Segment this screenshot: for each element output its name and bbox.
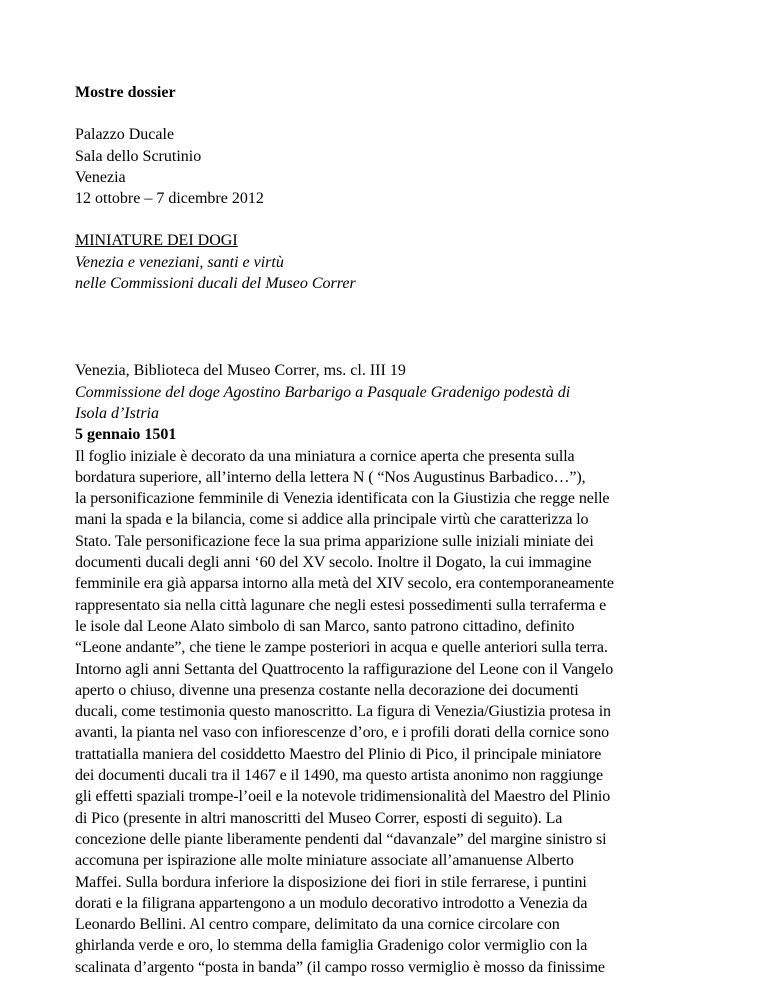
body-line: Stato. Tale personificazione fece la sua prima apparizione sulle iniziali miniate dei <box>75 532 594 550</box>
venue-palace: Palazzo Ducale <box>75 126 175 144</box>
body-line: bordatura superiore, all’interno della lettera N ( “Nos Augustinus Barbadico…”), <box>75 468 586 486</box>
body-line: documenti ducali degli anni ‘60 del XV secolo. Inoltre il Dogato, la cui immagine <box>75 554 592 572</box>
section-title: Mostre dossier <box>75 84 176 101</box>
body-line: aperto o chiuso, divenne una presenza costante nella decorazione dei documenti <box>75 681 579 699</box>
body-line: Maffei. Sulla bordura inferiore la disposizione dei fiori in stile ferrarese, i puntini <box>75 873 587 891</box>
body-line: dorati e la filigrana appartengono a un modulo decorativo introdotto a Venezia da <box>75 894 588 912</box>
entry-commission-line1: Commissione del doge Agostino Barbarigo a Pasquale Gradenigo podestà di <box>75 383 571 401</box>
body-line: gli effetti spaziali trompe-l’oeil e la notevole tridimensionalità del Maestro del Plinio <box>75 788 611 806</box>
venue-room: Sala dello Scrutinio <box>75 147 202 165</box>
body-line: ghirlanda verde e oro, lo stemma della famiglia Gradenigo color vermiglio con la <box>75 937 588 955</box>
entry-source: Venezia, Biblioteca del Museo Correr, ms. cl. III 19 <box>75 362 406 380</box>
entry-commission-line2: Isola d’Istria <box>75 404 159 422</box>
body-line: Leonardo Bellini. Al centro compare, delimitato da una cornice circolare con <box>75 916 560 934</box>
body-line: rappresentato sia nella città lagunare che negli estesi possedimenti sulla terraferma e <box>75 596 607 614</box>
body-line: Il foglio iniziale è decorato da una miniatura a cornice aperta che presenta sulla <box>75 447 575 465</box>
exhibition-subtitle-line2: nelle Commissioni ducali del Museo Correr <box>75 275 356 293</box>
body-line: mani la spada e la bilancia, come si addice alla principale virtù che caratterizza lo <box>75 511 589 529</box>
body-line: trattatialla maniera del cosiddetto Maestro del Plinio di Pico, il principale miniatore <box>75 745 602 763</box>
entry-date: 5 gennaio 1501 <box>75 426 177 444</box>
body-line: Intorno agli anni Settanta del Quattrocento la raffigurazione del Leone con il Vangelo <box>75 660 614 678</box>
spacer <box>75 294 695 360</box>
entry-body <box>75 446 695 978</box>
body-line: “Leone andante”, che tiene le zampe posteriori in acqua e quelle anteriori sulla terra. <box>75 639 608 657</box>
body-line: concezione delle piante liberamente pendenti dal “davanzale” del margine sinistro si <box>75 830 607 848</box>
venue-dates: 12 ottobre – 7 dicembre 2012 <box>75 190 264 208</box>
catalog-entry <box>75 360 695 978</box>
body-line: scalinata d’argento “posta in banda” (il campo rosso vermiglio è mosso da finissime <box>75 958 605 976</box>
body-line: di Pico (presente in altri manoscritti del Museo Correr, esposti di seguito). La <box>75 809 563 827</box>
body-line: dei documenti ducali tra il 1467 e il 1490, ma questo artista anonimo non raggiunge <box>75 767 604 785</box>
body-line: accomuna per ispirazione alle molte miniature associate all’amanuense Alberto <box>75 852 574 870</box>
exhibition-subtitle-line1: Venezia e veneziani, santi e virtù <box>75 253 284 271</box>
document-page <box>75 82 695 978</box>
body-line: ducali, come testimonia questo manoscritto. La figura di Venezia/Giustizia protesa in <box>75 703 611 721</box>
venue-block <box>75 124 695 209</box>
spacer <box>75 209 695 230</box>
venue-city: Venezia <box>75 168 126 186</box>
body-line: le isole dal Leone Alato simbolo di san Marco, santo patrono cittadino, definito <box>75 617 575 635</box>
spacer <box>75 103 695 124</box>
body-line: femminile era già apparsa intorno alla metà del XIV secolo, era contemporaneamente <box>75 575 614 593</box>
body-line: la personificazione femminile di Venezia identificata con la Giustizia che regge nelle <box>75 490 610 508</box>
exhibition-block <box>75 230 695 294</box>
exhibition-title: MINIATURE DEI DOGI <box>75 232 238 250</box>
body-line: avanti, la pianta nel vaso con infiorescenze d’oro, e i profili dorati della cornice sono <box>75 724 610 742</box>
